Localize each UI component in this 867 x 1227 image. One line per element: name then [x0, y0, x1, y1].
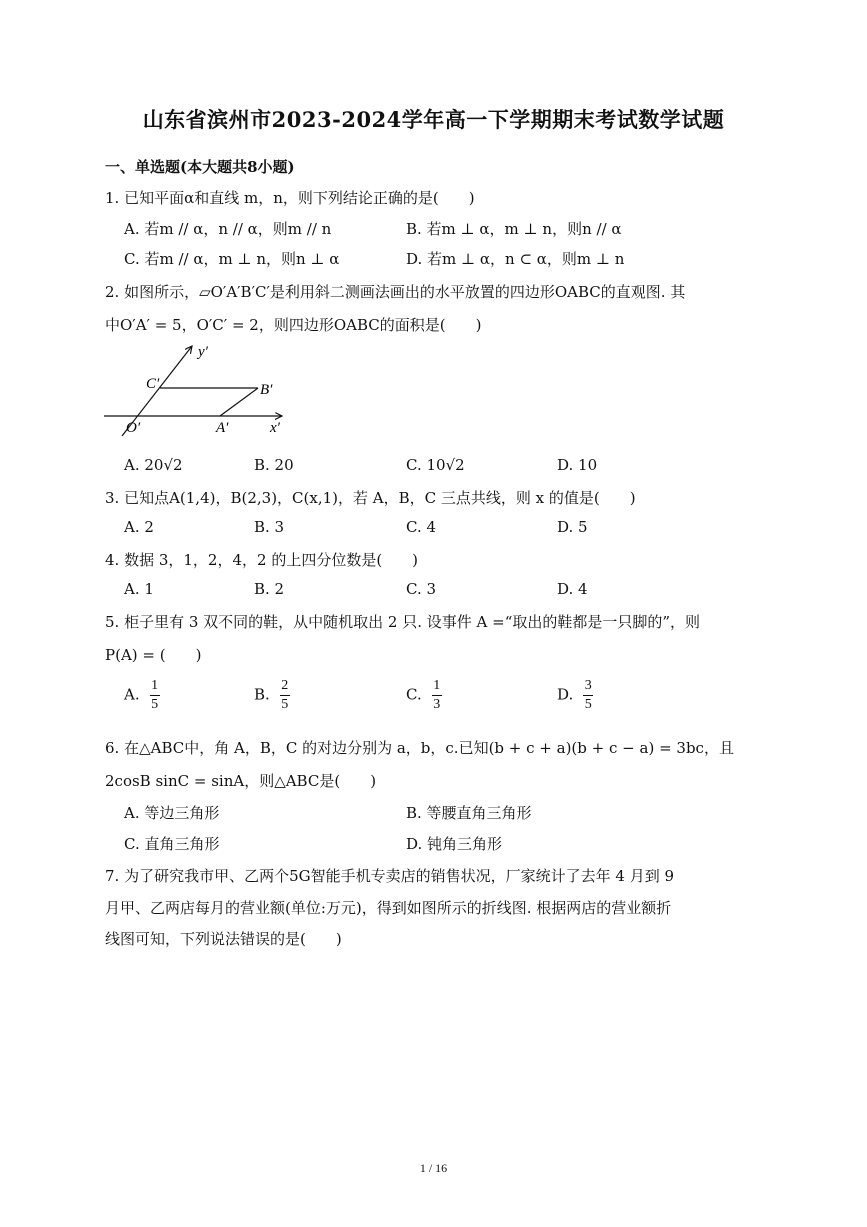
page-number: 1 / 16 — [419, 1161, 448, 1175]
page-title: 山东省滨州市2023-2024学年高一下学期期末考试数学试题 — [142, 107, 725, 132]
q4-option-a: A. 1 — [124, 580, 154, 598]
label-y: y′ — [198, 344, 208, 360]
label-o: O′ — [126, 420, 141, 436]
q2-option-a: A. 20√2 — [124, 456, 183, 474]
fraction: $\frac{3}{5}$ — [584, 678, 592, 712]
q2-stem-line2: 中O′A′ = 5，O′C′ = 2，则四边形OABC的面积是( ) — [105, 316, 482, 334]
q2-option-d: D. 10 — [557, 456, 598, 474]
q1-option-d: D. 若m ⊥ α，n ⊂ α，则m ⊥ n — [406, 250, 625, 268]
fraction: $\frac{2}{5}$ — [281, 678, 289, 712]
q6-option-d: D. 钝角三角形 — [406, 835, 503, 853]
label-x: x′ — [270, 420, 280, 436]
q3-option-d: D. 5 — [557, 518, 588, 536]
q1-option-b: B. 若m ⊥ α，m ⊥ n，则n // α — [406, 220, 622, 238]
q4-option-d: D. 4 — [557, 580, 588, 598]
q1-option-c: C. 若m // α，m ⊥ n，则n ⊥ α — [124, 250, 340, 268]
q5-option-c: C. $\frac{1}{3}$ — [406, 678, 441, 712]
oblique-parallelogram-figure — [100, 340, 300, 440]
edge-ab — [220, 388, 258, 416]
label-b: B′ — [260, 382, 273, 398]
q5-stem-line1: 5. 柜子里有 3 双不同的鞋，从中随机取出 2 只. 设事件 A =“取出的鞋都是一只脚的”，则 — [105, 613, 701, 631]
fraction: $\frac{1}{3}$ — [433, 678, 441, 712]
q6-stem-line1: 6. 在△ABC中，角 A，B，C 的对边分别为 a，b，c.已知(b + c + a)(b + c − a) = 3bc，且 — [105, 739, 734, 757]
q6-option-c: C. 直角三角形 — [124, 835, 220, 853]
fraction: $\frac{1}{5}$ — [151, 678, 159, 712]
q5-stem-line2: P(A) = ( ) — [105, 646, 202, 664]
q5-option-d: D. $\frac{3}{5}$ — [557, 678, 592, 712]
q2-option-b: B. 20 — [254, 456, 294, 474]
q3-option-b: B. 3 — [254, 518, 285, 536]
label-a: A′ — [216, 420, 229, 436]
q5-option-a: A. $\frac{1}{5}$ — [124, 678, 159, 712]
q4-option-c: C. 3 — [406, 580, 437, 598]
q7-stem-line3: 线图可知，下列说法错误的是( ) — [105, 930, 342, 948]
q2-stem-line1: 2. 如图所示，▱O′A′B′C′是利用斜二测画法画出的水平放置的四边形OABC的直观图. 其 — [105, 283, 686, 301]
q5-option-b: B. $\frac{2}{5}$ — [254, 678, 289, 712]
q1-option-a: A. 若m // α，n // α，则m // n — [124, 220, 332, 238]
section-heading: 一、单选题(本大题共8小题) — [105, 158, 295, 176]
q3-option-a: A. 2 — [124, 518, 154, 536]
q3-option-c: C. 4 — [406, 518, 437, 536]
q6-stem-line2: 2cosB sinC = sinA，则△ABC是( ) — [105, 772, 377, 790]
q2-option-c: C. 10√2 — [406, 456, 465, 474]
q7-stem-line1: 7. 为了研究我市甲、乙两个5G智能手机专卖店的销售状况，厂家统计了去年 4 月到 9 — [105, 867, 675, 885]
label-c: C′ — [146, 376, 160, 392]
q4-option-b: B. 2 — [254, 580, 285, 598]
q4-stem: 4. 数据 3，1，2，4，2 的上四分位数是( ) — [105, 551, 419, 569]
q3-stem: 3. 已知点A(1,4)，B(2,3)，C(x,1)，若 A，B，C 三点共线，则 x 的值是( ) — [105, 489, 636, 507]
q6-option-a: A. 等边三角形 — [124, 804, 220, 822]
q7-stem-line2: 月甲、乙两店每月的营业额(单位:万元)，得到如图所示的折线图. 根据两店的营业额折 — [105, 899, 672, 917]
q1-stem: 1. 已知平面α和直线 m，n，则下列结论正确的是( ) — [105, 189, 475, 207]
q6-option-b: B. 等腰直角三角形 — [406, 804, 532, 822]
